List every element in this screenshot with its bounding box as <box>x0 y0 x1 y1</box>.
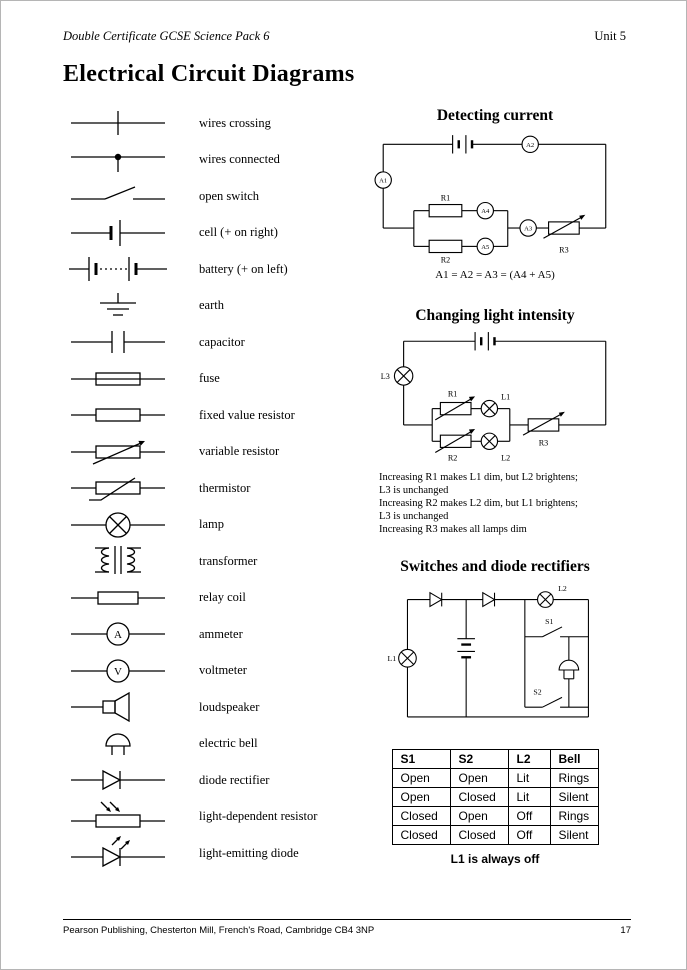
symbol-label: ammeter <box>199 626 243 641</box>
symbol-row-fixed-resistor <box>63 397 355 434</box>
symbol-row-thermistor <box>63 470 355 507</box>
section-changing-light-intensity <box>357 307 633 536</box>
symbol-label: light-dependent resistor <box>199 809 318 824</box>
symbol-label: loudspeaker <box>199 699 260 714</box>
page-header <box>63 29 626 44</box>
page-footer <box>63 919 631 936</box>
changing-light-intensity-diagram <box>373 329 618 467</box>
label-l2: L2 <box>500 453 510 463</box>
table-cell: Closed <box>450 787 508 806</box>
symbol-row-variable-resistor <box>63 434 355 471</box>
symbol-label: light-emitting diode <box>199 845 299 860</box>
section-title-detecting-current: Detecting current <box>436 107 554 124</box>
symbol-row-voltmeter <box>63 653 355 690</box>
diode-rectifier-icon <box>63 764 173 796</box>
table-cell: Closed <box>392 806 450 825</box>
symbol-row-earth <box>63 288 355 325</box>
intensity-notes <box>357 471 633 537</box>
symbol-label: fuse <box>199 371 220 386</box>
label-r3: R3 <box>538 438 548 448</box>
intensity-note-line: Increasing R2 makes L2 dim, but L1 brightens; <box>379 497 578 509</box>
intensity-note-line: L3 is unchanged <box>379 511 449 522</box>
label-a1: A1 <box>378 177 387 185</box>
truth-table-header-row <box>392 749 598 768</box>
symbol-label: cell (+ on right) <box>199 225 278 240</box>
lamp-icon <box>63 509 173 541</box>
intensity-note-line: Increasing R3 makes all lamps dim <box>379 524 527 536</box>
ammeter-letter: A <box>114 629 122 642</box>
diagrams-column <box>357 101 633 866</box>
label-r1: R1 <box>447 389 457 399</box>
truth-table-header: Bell <box>550 749 598 768</box>
label-l1: L1 <box>500 392 510 402</box>
footer-page-number: 17 <box>620 925 631 936</box>
intensity-note-line: L3 is unchanged <box>379 484 449 496</box>
label-r2: R2 <box>447 453 457 463</box>
variable-resistor-icon <box>63 436 173 468</box>
symbol-row-transformer <box>63 543 355 580</box>
symbol-label: transformer <box>199 553 258 568</box>
table-cell: Open <box>392 768 450 787</box>
label-a5: A5 <box>480 243 489 251</box>
label-r1: R1 <box>440 193 450 203</box>
table-cell: Silent <box>550 825 598 844</box>
symbol-row-cell <box>63 215 355 252</box>
table-cell: Closed <box>450 825 508 844</box>
symbol-list <box>63 105 355 872</box>
symbol-row-ammeter <box>63 616 355 653</box>
symbol-label: wires connected <box>199 152 280 167</box>
capacitor-icon <box>63 326 173 358</box>
voltmeter-icon <box>63 655 173 687</box>
table-cell: Open <box>450 806 508 825</box>
page-title: Electrical Circuit Diagrams <box>63 61 355 87</box>
fuse-icon <box>63 363 173 395</box>
intensity-note-line: Increasing R1 makes L1 dim, but L2 brightens; <box>379 471 578 483</box>
table-cell: Rings <box>550 768 598 787</box>
transformer-icon <box>63 544 173 578</box>
table-cell: Silent <box>550 787 598 806</box>
symbol-label: diode rectifier <box>199 772 270 787</box>
voltmeter-letter: V <box>114 665 122 678</box>
symbol-row-open-switch <box>63 178 355 215</box>
symbol-label: earth <box>199 298 224 313</box>
label-a4: A4 <box>480 208 489 216</box>
symbol-label: lamp <box>199 517 224 532</box>
symbol-row-wires-connected <box>63 142 355 179</box>
truth-table-row <box>392 768 598 787</box>
light-dependent-resistor-icon <box>63 800 173 834</box>
symbol-label: wires crossing <box>199 115 271 130</box>
truth-table <box>392 749 599 845</box>
symbol-label: battery (+ on left) <box>199 261 288 276</box>
section-title-changing-light-intensity: Changing light intensity <box>415 306 575 324</box>
symbol-row-loudspeaker <box>63 689 355 726</box>
wires-connected-icon <box>63 144 173 176</box>
truth-table-header: S1 <box>392 749 450 768</box>
symbol-row-wires-crossing <box>63 105 355 142</box>
symbol-row-lamp <box>63 507 355 544</box>
table-cell: Off <box>508 825 550 844</box>
footer-publisher: Pearson Publishing, Chesterton Mill, French's Road, Cambridge CB4 3NP <box>63 925 375 936</box>
symbol-row-diode-rectifier <box>63 762 355 799</box>
label-s2: S2 <box>532 687 542 697</box>
cell-icon <box>63 217 173 249</box>
label-a2: A2 <box>525 141 534 149</box>
fixed-resistor-icon <box>63 399 173 431</box>
table-cell: Lit <box>508 768 550 787</box>
symbol-label: capacitor <box>199 334 245 349</box>
section-title-switches-diodes: Switches and diode rectifiers <box>400 558 590 576</box>
table-cell: Closed <box>392 825 450 844</box>
symbol-label: open switch <box>199 188 260 203</box>
symbol-row-capacitor <box>63 324 355 361</box>
symbol-label: relay coil <box>199 590 246 605</box>
symbol-label: voltmeter <box>199 663 247 678</box>
label-r3: R3 <box>558 245 569 255</box>
label-l3: L3 <box>380 371 390 381</box>
section-switches-diodes <box>357 558 633 866</box>
table-cell: Open <box>392 787 450 806</box>
symbol-row-fuse <box>63 361 355 398</box>
header-booklet-title: Double Certificate GCSE Science Pack 6 <box>63 29 270 43</box>
open-switch-icon <box>63 180 173 212</box>
label-l2: L2 <box>557 584 567 594</box>
relay-coil-icon <box>63 582 173 614</box>
label-r2: R2 <box>440 255 450 265</box>
table-cell: Lit <box>508 787 550 806</box>
table-cell: Rings <box>550 806 598 825</box>
symbol-label: variable resistor <box>199 444 280 459</box>
battery-icon <box>63 253 173 285</box>
earth-icon <box>63 290 173 322</box>
label-a3: A3 <box>523 225 532 233</box>
ammeter-icon <box>63 618 173 650</box>
symbol-row-relay-coil <box>63 580 355 617</box>
symbol-row-electric-bell <box>63 726 355 763</box>
symbol-label: thermistor <box>199 480 251 495</box>
truth-table-row <box>392 825 598 844</box>
wires-crossing-icon <box>63 107 173 139</box>
detecting-current-diagram <box>373 129 618 267</box>
truth-table-row <box>392 787 598 806</box>
table-note: L1 is always off <box>450 851 540 866</box>
loudspeaker-icon <box>63 691 173 723</box>
truth-table-header: S2 <box>450 749 508 768</box>
symbol-label: fixed value resistor <box>199 407 295 422</box>
truth-table-row <box>392 806 598 825</box>
symbol-row-ldr <box>63 799 355 836</box>
symbol-row-battery <box>63 251 355 288</box>
switches-diodes-diagram <box>383 580 608 737</box>
light-emitting-diode-icon <box>63 835 173 871</box>
symbol-label: electric bell <box>199 736 258 751</box>
label-l1: L1 <box>386 654 396 664</box>
label-s1: S1 <box>544 617 553 627</box>
section-detecting-current <box>357 107 633 281</box>
truth-table-header: L2 <box>508 749 550 768</box>
table-cell: Off <box>508 806 550 825</box>
symbol-row-led <box>63 835 355 872</box>
detecting-current-caption: A1 = A2 = A3 = (A4 + A5) <box>435 268 555 281</box>
table-cell: Open <box>450 768 508 787</box>
thermistor-icon <box>63 472 173 504</box>
electric-bell-icon <box>63 728 173 760</box>
header-unit: Unit 5 <box>594 29 626 43</box>
